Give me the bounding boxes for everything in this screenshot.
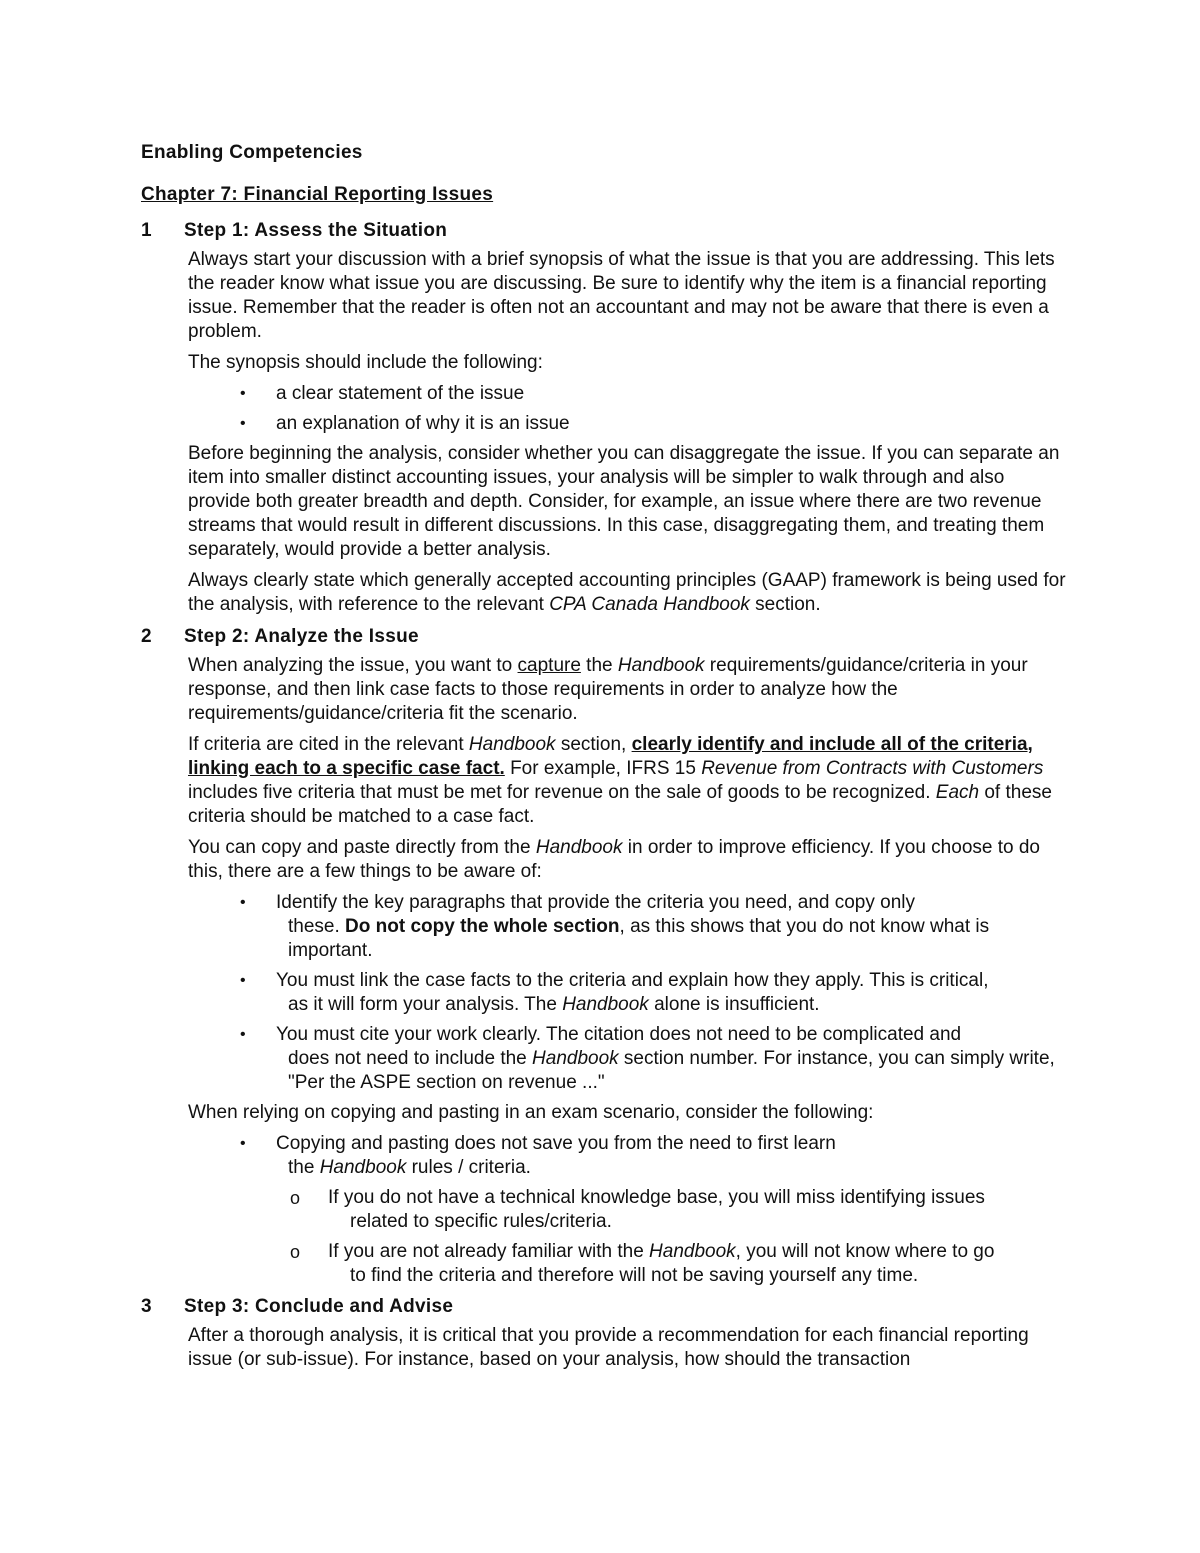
paragraph: If criteria are cited in the relevant Handbook section, clearly identify and include all of the criteria, linking each to a specific case fact. For example, IFRS 15 Revenue from Contracts with Customers includes five criteria that must be met for revenue on the sale of goods to be recognized. Each of these criteria should be matched to a case fact.	[188, 734, 1052, 827]
chapter-heading: Chapter 7: Financial Reporting Issues	[141, 184, 494, 205]
sub-list-item: o If you do not have a technical knowledge base, you will miss identifying issues related to specific rules/criteria.	[290, 1187, 985, 1232]
paragraph: Always start your discussion with a brief synopsis of what the issue is that you are addressing. This lets the reader know what issue you are discussing. Be sure to identify why the item is a financial reporting issue. Remember that the reader is often not an accountant and may not be aware that there is even a problem.	[188, 249, 1055, 342]
sub-list-item: o If you are not already familiar with the Handbook, you will not know where to go to find the criteria and therefore will not be saving yourself any time.	[290, 1241, 995, 1286]
bullet-icon: •	[240, 972, 246, 989]
step-1-heading	[141, 218, 1070, 244]
bullet-icon: •	[240, 894, 246, 911]
step-title: Step 3: Conclude and Advise	[184, 1296, 454, 1317]
list-item: • a clear statement of the issue	[240, 383, 525, 404]
list-item: • You must link the case facts to the criteria and explain how they apply. This is critical, as it will form your analysis. The Handbook alone is insufficient.	[240, 970, 989, 1015]
bullet-icon: •	[240, 1026, 246, 1043]
step-number: 3	[141, 1296, 152, 1317]
paragraph: The synopsis should include the following:	[188, 352, 543, 373]
step-title: Step 2: Analyze the Issue	[184, 626, 419, 647]
paragraph: Before beginning the analysis, consider whether you can disaggregate the issue. If you can separate an item into smaller distinct accounting issues, your analysis will be simpler to walk through and also provide both greater breadth and depth. Consider, for example, an issue where there are two revenue streams that would result in different discussions. In this case, disaggregating them, and treating them separately, would provide a better analysis.	[188, 443, 1060, 560]
step-title: Step 1: Assess the Situation	[184, 220, 448, 241]
step-1-section	[141, 218, 1070, 617]
paragraph: When relying on copying and pasting in an exam scenario, consider the following:	[188, 1102, 874, 1123]
bullet-list	[188, 891, 1070, 1095]
sub-bullet-list	[276, 1186, 1070, 1288]
paragraph: You can copy and paste directly from the Handbook in order to improve efficiency. If you choose to do this, there are a few things to be aware of:	[188, 837, 1040, 882]
step-2-section	[141, 624, 1070, 1288]
bullet-icon: •	[240, 415, 246, 432]
list-item: • Identify the key paragraphs that provide the criteria you need, and copy only these. Do not copy the whole section, as this shows that you do not know what is important.	[240, 892, 990, 961]
list-item: • Copying and pasting does not save you from the need to first learn the Handbook rules / criteria. o If you do not have a technical knowledge base, you will miss identifying issues related to specific rules/criteria. o If you are not already familiar with the Handbook, you will not know where to go to find the criteria and therefore will not be saving yourself any time.	[240, 1132, 1070, 1288]
list-item: • an explanation of why it is an issue	[240, 413, 570, 434]
bullet-list	[188, 1132, 1070, 1288]
step-3-section	[141, 1294, 1070, 1372]
bullet-icon: •	[240, 1135, 246, 1152]
step-3-heading	[141, 1294, 1070, 1320]
circle-bullet-icon: o	[290, 1242, 301, 1262]
document-title: Enabling Competencies	[141, 142, 363, 163]
step-number: 2	[141, 626, 152, 647]
step-2-heading	[141, 624, 1070, 650]
paragraph: After a thorough analysis, it is critical that you provide a recommendation for each financial reporting issue (or sub-issue). For instance, based on your analysis, how should the transaction	[188, 1325, 1029, 1370]
step-number: 1	[141, 220, 152, 241]
paragraph: Always clearly state which generally accepted accounting principles (GAAP) framework is being used for the analysis, with reference to the relevant CPA Canada Handbook section.	[188, 570, 1066, 615]
bullet-icon: •	[240, 385, 246, 402]
bullet-list	[188, 382, 1070, 436]
circle-bullet-icon: o	[290, 1188, 301, 1208]
list-item: • You must cite your work clearly. The citation does not need to be complicated and does not need to include the Handbook section number. For instance, you can simply write, "Per the ASPE section on revenue ..."	[240, 1024, 1055, 1093]
paragraph: When analyzing the issue, you want to capture the Handbook requirements/guidance/criteria in your response, and then link case facts to those requirements in order to analyze how the requirements/guidance/criteria fit the scenario.	[188, 655, 1028, 724]
